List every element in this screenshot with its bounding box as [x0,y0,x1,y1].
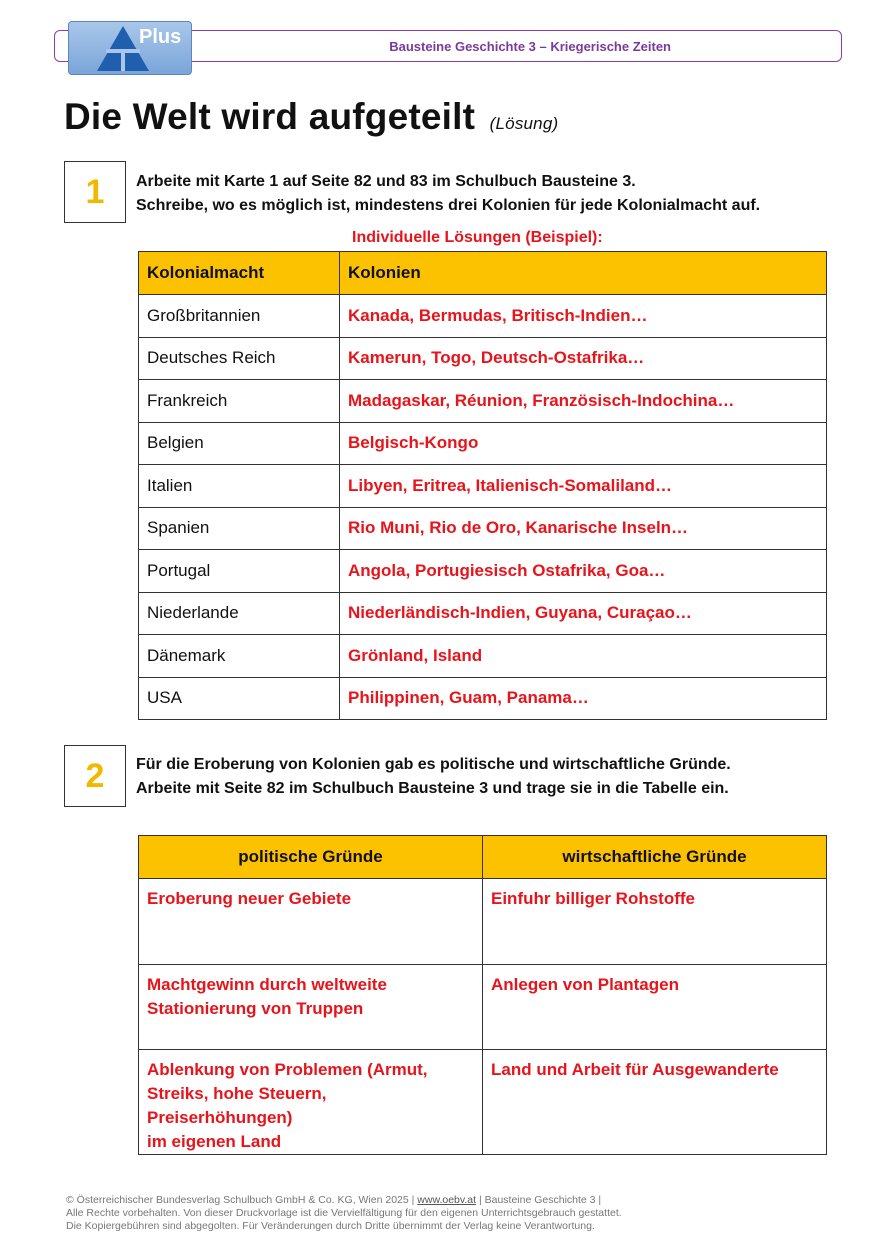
power-cell: Frankreich [139,380,340,423]
economic-reason-cell [483,1050,827,1155]
power-cell: USA [139,677,340,720]
power-cell: Portugal [139,550,340,593]
table-row [139,592,827,635]
task-1-line-1: Arbeite mit Karte 1 auf Seite 82 und 83 im Schulbuch Bausteine 3. [136,173,636,190]
plus-logo [68,21,192,75]
table-row [139,337,827,380]
political-reason-cell [139,1050,483,1155]
power-cell: Niederlande [139,592,340,635]
colonies-cell: Kanada, Bermudas, Britisch-Indien… [340,295,827,338]
table-row [139,507,827,550]
table-row [139,422,827,465]
page-title-main: Die Welt wird aufgeteilt [64,96,476,137]
economic-reason-cell [483,879,827,965]
colonies-cell: Madagaskar, Réunion, Französisch-Indochina… [340,380,827,423]
header-kolonialmacht: Kolonialmacht [139,252,340,295]
colonies-cell: Philippinen, Guam, Panama… [340,677,827,720]
power-cell: Spanien [139,507,340,550]
reason-line: im eigenen Land [147,1132,282,1151]
table-row [139,465,827,508]
reason-line: Eroberung neuer Gebiete [147,889,352,908]
footer-line-3: Die Kopiergebühren sind abgegolten. Für Veränderungen durch Dritte übernimmt der Verlag keine Verantwortung. [66,1220,595,1232]
power-cell: Italien [139,465,340,508]
reason-line: Stationierung von Truppen [147,998,364,1018]
task-1-number: 1 [64,161,126,223]
task-2-text [136,753,731,801]
table-row [139,295,827,338]
colonies-cell: Grönland, Island [340,635,827,678]
task-2-number: 2 [64,745,126,807]
table-row [139,879,827,965]
power-cell: Dänemark [139,635,340,678]
task-1-text [136,170,760,218]
table-row [139,964,827,1050]
colonies-cell: Belgisch-Kongo [340,422,827,465]
header-political: politische Gründe [139,836,483,879]
table-header-row [139,836,827,879]
table-row [139,550,827,593]
reason-line: Ablenkung von Problemen (Armut, [147,1060,428,1079]
table-header-row [139,252,827,295]
task-2-line-1: Für die Eroberung von Kolonien gab es politische und wirtschaftliche Gründe. [136,756,731,773]
colonies-cell: Rio Muni, Rio de Oro, Kanarische Inseln… [340,507,827,550]
footer-copyright: © Österreichischer Bundesverlag Schulbuch GmbH & Co. KG, Wien 2025 | [66,1194,418,1206]
power-cell: Deutsches Reich [139,337,340,380]
footer-line-1 [66,1194,622,1207]
header-economic: wirtschaftliche Gründe [483,836,827,879]
reasons-table [138,835,827,1155]
political-reason-cell [139,964,483,1050]
colonies-table [138,251,827,720]
footer [66,1194,622,1233]
footer-book: | Bausteine Geschichte 3 | [476,1194,602,1206]
table-row [139,380,827,423]
economic-reason-cell [483,964,827,1050]
reason-line: Anlegen von Plantagen [491,974,679,994]
reason-line: Machtgewinn durch weltweite [147,974,387,994]
power-cell: Belgien [139,422,340,465]
reason-line: Land und Arbeit für Ausgewanderte [491,1060,779,1079]
task-1-line-2: Schreibe, wo es möglich ist, mindestens drei Kolonien für jede Kolonialmacht auf. [136,197,761,214]
page-title-sub: (Lösung) [489,114,559,133]
colonies-cell: Angola, Portugiesisch Ostafrika, Goa… [340,550,827,593]
task-2-line-2: Arbeite mit Seite 82 im Schulbuch Bausteine 3 und trage sie in die Tabelle ein. [136,780,729,797]
reason-line: Streiks, hohe Steuern, Preiserhöhungen) [147,1084,327,1127]
political-reason-cell [139,879,483,965]
logo-text: Plus [139,26,182,48]
header-kolonien: Kolonien [340,252,827,295]
reason-line: Einfuhr billiger Rohstoffe [491,889,695,908]
colonies-cell: Kamerun, Togo, Deutsch-Ostafrika… [340,337,827,380]
table-row [139,1050,827,1155]
table-row [139,635,827,678]
colonies-cell: Libyen, Eritrea, Italienisch-Somaliland… [340,465,827,508]
series-title: Bausteine Geschichte 3 – Kriegerische Zeiten [389,39,671,54]
page-title [64,96,558,138]
publisher-link[interactable]: www.oebv.at [417,1194,477,1206]
colonies-cell: Niederländisch-Indien, Guyana, Curaçao… [340,592,827,635]
power-cell: Großbritannien [139,295,340,338]
footer-line-2: Alle Rechte vorbehalten. Von dieser Druckvorlage ist die Vervielfältigung für den eigenen Unterrichtsgebrauch gestattet. [66,1207,622,1219]
table-row [139,677,827,720]
solution-label: Individuelle Lösungen (Beispiel): [352,229,603,246]
